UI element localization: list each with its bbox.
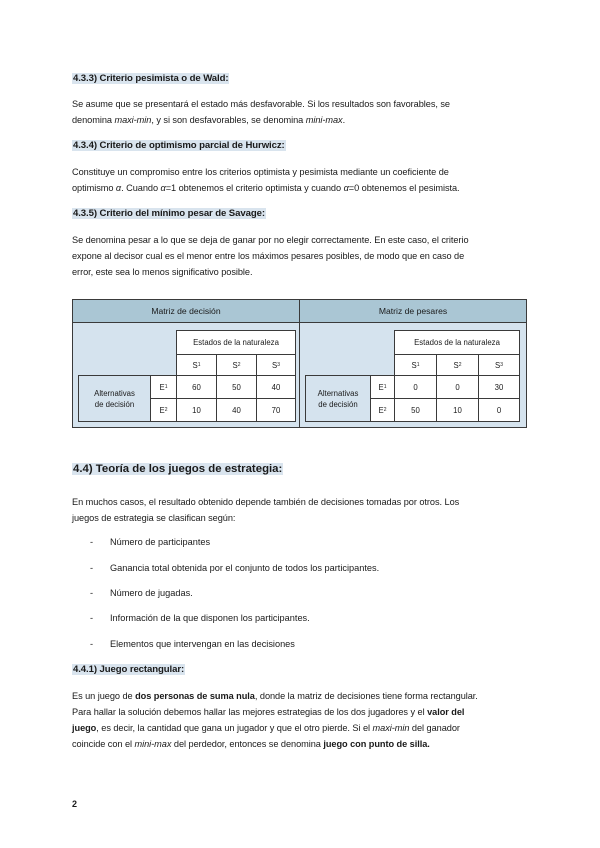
paragraph-line: Se denomina pesar a lo que se deja de ganar por no elegir correctamente. En este caso, el criterio xyxy=(72,235,469,245)
paragraph-4-3-3 xyxy=(72,96,527,128)
cell-value: 0 xyxy=(394,375,437,399)
heading-4-3-5: 4.3.5) Criterio del mínimo pesar de Savage: xyxy=(73,208,265,219)
paragraph-4-3-4 xyxy=(72,164,527,196)
paragraph-line: juegos de estrategia se clasifican según: xyxy=(72,513,236,523)
row-label-e1: E 1 xyxy=(150,375,177,399)
state-header-s1: S 1 xyxy=(394,354,437,376)
state-header-s1: S 1 xyxy=(176,354,217,376)
state-header-s2: S 2 xyxy=(216,354,257,376)
heading-4-3-4: 4.3.4) Criterio de optimismo parcial de Hurwicz: xyxy=(73,140,285,151)
decision-matrix-table xyxy=(72,299,300,428)
row-label-e2: E 2 xyxy=(370,398,395,422)
paragraph-line: Para hallar la solución debemos hallar las mejores estrategias de los dos jugadores y el valor del xyxy=(72,707,465,717)
regret-matrix-table xyxy=(299,299,527,428)
paragraph-line: denomina maxi-min, y si son desfavorables, se denomina mini-max. xyxy=(72,115,346,125)
paragraph-line: Se asume que se presentará el estado más desfavorable. Si los resultados son favorables, se xyxy=(72,99,450,109)
paragraph-line: coincide con el mini-max del perdedor, entonces se denomina juego con punto de silla. xyxy=(72,739,430,749)
row-label-e1: E 1 xyxy=(370,375,395,399)
page-number: 2 xyxy=(72,799,78,809)
document-page: 4.3.3) Criterio pesimista o de Wald: Se asume que se presentará el estado más desfavorable. Si los resultados son favorables, se denomina maxi-min, y si son desfavorables, se denomina mini-max. 4.3.4) Criterio de optimismo parcial de Hurwicz: Constituye un compromiso entre los criterios optimista y pesimista mediante un coeficiente de optimismo α. Cuando α=1 obtenemos el criterio optimista y cuando α=0 obtenemos el pesimista. 4.3.5) Criterio del mínimo pesar de Savage: Se denomina pesar a lo que se deja de ganar por no elegir correctamente. En este caso, el criterio expone al decisor cual es el menor entre los máximos pesares posibles, de modo que en caso de error, este sea lo menos significativo posible. Matriz de decisión Estados de la naturaleza S 1 S 2 S 3 Alternativas de decisión E 1 60 50 40 E 2 10 40 70 Matriz de pesares Estados de la naturaleza S 1 S 2 S 3 Alternativas de decisión E 1 0 0 30 E 2 50 10 0 4.4) Teoría de los juegos de estrategia: En muchos casos, el resultado obtenido depende también de decisiones tomadas por otros. Los juegos de estrategia se clasifican según: - Número de participantes - Ganancia total obtenida por el conjunto de todos los participantes. - Número de jugadas. - Información de la que disponen los participantes. - Elementos que intervengan en las decisiones 4.4.1) Juego rectangular: Es un juego de dos personas de suma nula, donde la matriz de decisiones tiene forma rectangular. Para hallar la solución debemos hallar las mejores estrategias de los dos jugadores y el valor del juego, es decir, la cantidad que gana un jugador y que el otro pierde. Si el maxi-min del ganador coincide con el mini-max del perdedor, entonces se denomina juego con punto de silla. 2 xyxy=(0,0,600,848)
paragraph-4-4 xyxy=(72,494,527,526)
regret-matrix-title: Matriz de pesares xyxy=(300,300,526,323)
state-header-s2: S 2 xyxy=(436,354,479,376)
row-label-e2: E 2 xyxy=(150,398,177,422)
paragraph-line: Constituye un compromiso entre los criterios optimista y pesimista mediante un coeficiente de xyxy=(72,167,449,177)
paragraph-line: Es un juego de dos personas de suma nula, donde la matriz de decisiones tiene forma rectangular. xyxy=(72,691,478,701)
cell-value: 40 xyxy=(256,375,296,399)
paragraph-4-4-1 xyxy=(72,688,527,752)
states-header: Estados de la naturaleza xyxy=(394,330,520,355)
state-header-s3: S 3 xyxy=(256,354,296,376)
paragraph-line: En muchos casos, el resultado obtenido depende también de decisiones tomadas por otros. Los xyxy=(72,497,460,507)
paragraph-line: expone al decisor cual es el menor entre los máximos pesares posibles, de modo que en caso de xyxy=(72,251,465,261)
cell-value: 50 xyxy=(216,375,257,399)
cell-value: 10 xyxy=(176,398,217,422)
cell-value: 10 xyxy=(436,398,479,422)
alternatives-label: Alternativas de decisión xyxy=(78,375,151,422)
paragraph-line: optimismo α. Cuando α=1 obtenemos el criterio optimista y cuando α=0 obtenemos el pesimista. xyxy=(72,183,460,193)
state-header-s3: S 3 xyxy=(478,354,520,376)
cell-value: 0 xyxy=(478,398,520,422)
heading-4-4: 4.4) Teoría de los juegos de estrategia: xyxy=(73,463,283,475)
cell-value: 0 xyxy=(436,375,479,399)
cell-value: 50 xyxy=(394,398,437,422)
cell-value: 30 xyxy=(478,375,520,399)
cell-value: 60 xyxy=(176,375,217,399)
cell-value: 70 xyxy=(256,398,296,422)
decision-matrix-title: Matriz de decisión xyxy=(73,300,299,323)
paragraph-line: juego, es decir, la cantidad que gana un jugador y que el otro pierde. Si el maxi-min del ganador xyxy=(72,723,460,733)
cell-value: 40 xyxy=(216,398,257,422)
heading-4-3-3: 4.3.3) Criterio pesimista o de Wald: xyxy=(73,73,229,84)
paragraph-line: error, este sea lo menos significativo posible. xyxy=(72,267,253,277)
alternatives-label: Alternativas de decisión xyxy=(305,375,371,422)
paragraph-4-3-5 xyxy=(72,232,527,280)
heading-4-4-1: 4.4.1) Juego rectangular: xyxy=(73,664,185,675)
states-header: Estados de la naturaleza xyxy=(176,330,296,355)
